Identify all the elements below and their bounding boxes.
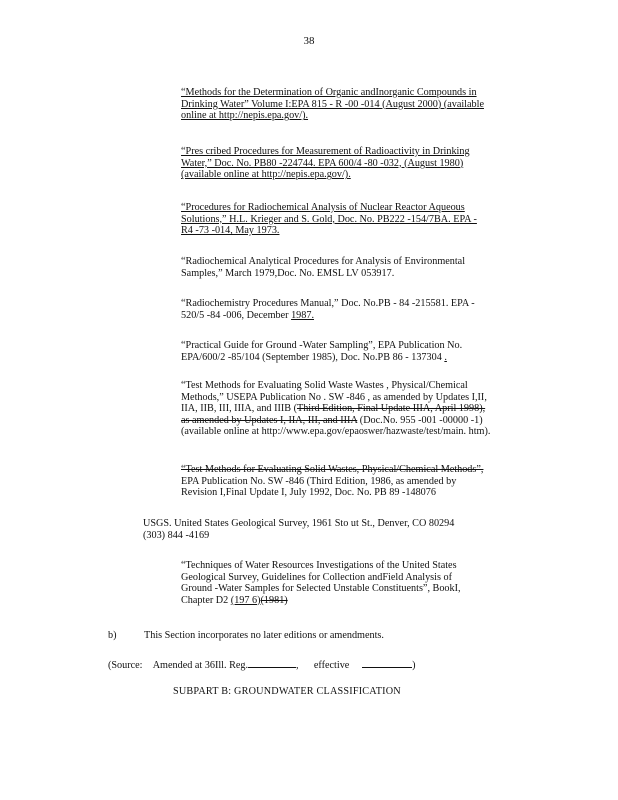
reference-entry [181, 87, 531, 122]
reference-line [181, 268, 531, 280]
reference-line [181, 110, 531, 122]
reference-line [181, 214, 531, 226]
reference-text: Ground -Water Samples for Selected Unstable Constituents”, BookI, [181, 583, 461, 595]
reference-text: Samples,” March 1979,Doc. No. EMSL LV 053917. [181, 267, 395, 279]
reference-line [181, 340, 531, 352]
reference-line [181, 256, 531, 268]
reference-line [181, 403, 531, 415]
underlined-text: 1987. [291, 309, 314, 321]
reference-text: Geological Survey, Guidelines for Collection andField Analysis of [181, 571, 452, 583]
reference-line [181, 415, 531, 427]
reference-entry [181, 380, 531, 438]
underlined-text: “Pres cribed Procedures for Measurement of Radioactivity in Drinking [181, 146, 470, 157]
reg-blank [248, 658, 296, 668]
reference-text: “Techniques of Water Resources Investigations of the United States [181, 560, 457, 571]
reference-line [181, 158, 531, 170]
underlined-text: Solutions,” H.L. Krieger and S. Gold, Doc. No. PB222 -154/7BA. EPA - [181, 213, 477, 225]
underlined-text: R4 -73 -014, May 1973. [181, 225, 280, 237]
reference-text: IIA, IIB, III, IIIA, and IIIB ( [181, 403, 297, 415]
reference-line [181, 380, 531, 392]
reference-line [181, 87, 531, 99]
reference-line [181, 426, 531, 438]
reference-text: Revision I,Final Update I, July 1992, Doc. No. PB 89 -148076 [181, 487, 436, 499]
page-number: 38 [303, 35, 315, 47]
underlined-text: Drinking Water” Volume I:EPA 815 - R -00 -014 (August 2000) (available [181, 98, 484, 110]
usgs-reference-entry [181, 560, 531, 606]
reference-line [181, 392, 531, 404]
effective-blank [362, 658, 412, 668]
reference-entry [181, 298, 531, 321]
source-suffix: ) [412, 660, 416, 671]
source-amended: Amended at 36Ill. Reg. [152, 660, 249, 671]
reference-line [181, 169, 531, 181]
reference-text: (available online at http://www.epa.gov/epaoswer/hazwaste/test/main. htm). [181, 426, 491, 438]
reference-text: Chapter D2 [181, 594, 231, 606]
reference-line [181, 202, 531, 214]
reference-line [181, 225, 531, 237]
underlined-text: Water,” Doc. No. PB80 -224744. EPA 600/4 -80 -032, (August 1980) [181, 157, 464, 169]
reference-entry [181, 202, 531, 237]
reference-entry [181, 256, 531, 279]
underlined-text: (available online at http://nepis.epa.gov/). [181, 169, 351, 181]
section-b-text: This Section incorporates no later editions or amendments. [144, 630, 384, 641]
reference-line [181, 310, 531, 322]
section-b [108, 630, 528, 642]
underlined-text: online at http://nepis.epa.gov/). [181, 110, 309, 122]
reference-line [181, 476, 531, 488]
reference-text: “Practical Guide for Ground -Water Sampling”, EPA Publication No. [181, 340, 463, 351]
reference-entry [181, 464, 531, 499]
reference-text: “Radiochemistry Procedures Manual,” Doc. No.PB - 84 -215581. EPA - [181, 298, 475, 309]
usgs-address: USGS. United States Geological Survey, 1961 Sto ut St., Denver, CO 80294 [143, 518, 455, 529]
reference-text: Methods,” USEPA Publication No . SW -846 , as amended by Updates I,II, [181, 391, 487, 403]
reference-text: 520/5 -84 -006, December [181, 309, 292, 321]
reference-line [181, 572, 531, 584]
reference-line [181, 464, 531, 476]
underlined-text: “Methods for the Determination of Organic andInorganic Compounds in [181, 87, 477, 98]
reference-text: (Doc.No. 955 -001 -00000 -1) [357, 414, 483, 426]
source-note: (Source: Amended at 36Ill. Reg. , effective ) [108, 660, 416, 671]
reference-entry [181, 340, 531, 363]
reference-line [181, 595, 531, 607]
reference-line [181, 146, 531, 158]
reference-line [181, 583, 531, 595]
reference-text: EPA Publication No. SW -846 (Third Edition, 1986, as amended by [181, 475, 457, 487]
underlined-text: (197 6) [230, 594, 261, 606]
struck-text: (1981) [260, 594, 288, 606]
usgs-entry [143, 518, 503, 541]
reference-text: “Test Methods for Evaluating Solid Waste Wastes , Physical/Chemical [181, 380, 468, 391]
reference-line [181, 487, 531, 499]
underlined-text: . [444, 351, 447, 363]
reference-text: EPA/600/2 -85/104 (September 1985), Doc. No.PB 86 - 137304 [181, 351, 445, 363]
struck-text: Third Edition, Final Update IIIA, April 1998), [296, 403, 486, 415]
struck-text: “Test Methods for Evaluating Solid Wastes, Physical/Chemical Methods”, [181, 464, 484, 475]
source-prefix: (Source: [108, 660, 143, 671]
usgs-phone: (303) 844 -4169 [143, 529, 210, 541]
subpart-heading: SUBPART B: GROUNDWATER CLASSIFICATION [173, 686, 401, 697]
reference-line [181, 99, 531, 111]
section-b-label: b) [108, 630, 117, 641]
reference-line [181, 298, 531, 310]
source-effective: effective [313, 660, 350, 671]
reference-text: “Radiochemical Analytical Procedures for Analysis of Environmental [181, 256, 466, 267]
reference-line [181, 560, 531, 572]
reference-line [181, 352, 531, 364]
underlined-text: “Procedures for Radiochemical Analysis of Nuclear Reactor Aqueous [181, 202, 465, 213]
reference-entry [181, 146, 531, 181]
struck-text: as amended by Updates I, IIA, III, and IIIA [181, 414, 358, 426]
